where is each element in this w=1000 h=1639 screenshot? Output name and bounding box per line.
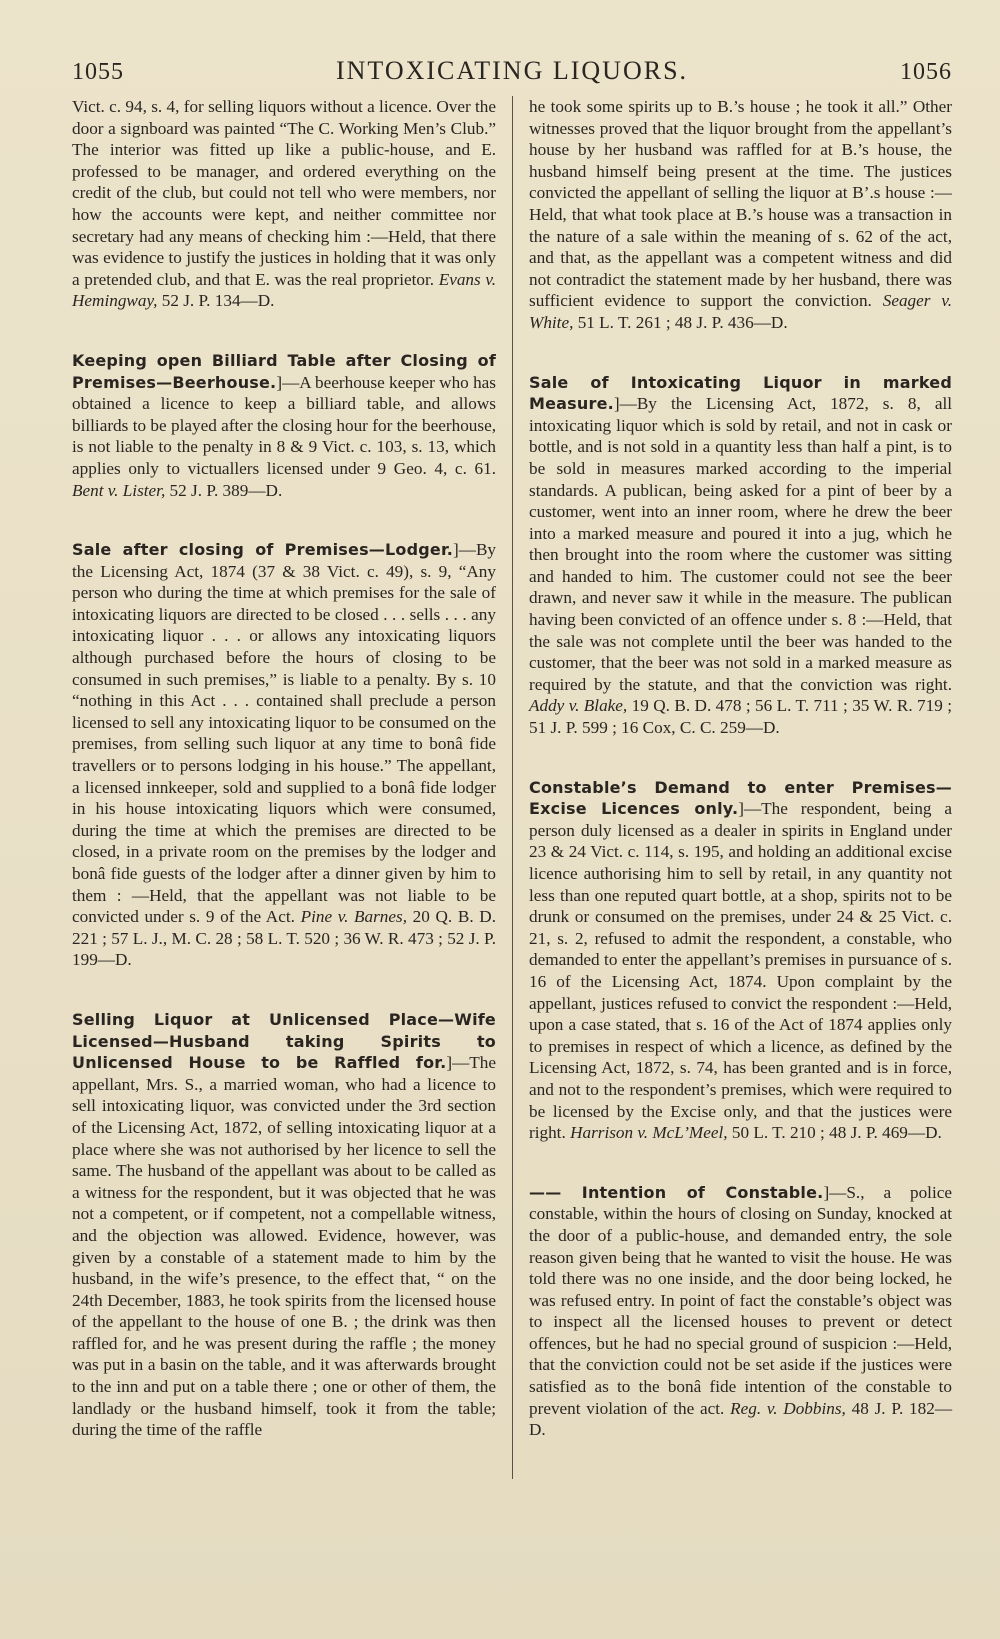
entry-text: ]—The respondent, being a person duly licensed as a dealer in spirits in England under 23 & 24 Vict. c. 114, s. 195, and holding an additional excise licence authorising him to sell by retail, in any quantity not less than one reputed quart bottle, at a shop, spirits not to be drunk or consumed on the premises, under 24 & 25 Vict. c. 21, s. 2, refused to admit the respondent, a constable, who demanded to enter the appellant’s premises in pursuance of s. 16 of the Licensing Act, 1874. Upon complaint by the appellant, justices refused to convict the respondent :—Held, upon a case stated, that s. 16 of the Act of 1874 applies only to premises in respect of which a licence, as defined by the Licensing Act, 1872, s. 74, has been granted and is in force, and not to the respondent’s premises, which were required to be licensed by the Excise only, and that the justices were right. [529, 799, 952, 1143]
case-reference: 52 J. P. 134—D. [161, 291, 275, 311]
entry-heading: Sale after closing of Premises—Lodger. [72, 540, 454, 560]
left-page-number: 1055 [72, 59, 124, 85]
right-page-number: 1056 [900, 59, 952, 85]
case-name: Reg. v. Dobbins, [730, 1398, 846, 1418]
case-reference: 51 L. T. 261 ; 48 J. P. 436—D. [577, 312, 788, 332]
entry-text: ]—A beerhouse keeper who has obtained a licence to keep a billiard table, and allows billiards to be played after the closing hour for the beerhouse, is not liable to the penalty in 8 & 9 Vict. c. 103, s. 13, which applies only to victuallers licensed under 9 Geo. 4, c. 61. [72, 372, 496, 478]
case-name: Evans v. Hemingway, [72, 269, 497, 311]
entry-heading: Keeping open Billiard Table after Closing of Premises—Beerhouse. [72, 350, 496, 392]
entry-paragraph [529, 372, 952, 739]
case-name: Bent v. Lister, [72, 480, 166, 500]
entry-text: ]—S., a police constable, within the hours of closing on Sunday, knocked at the door of a public-house, and demanded entry, the sole reason given being that he wanted to visit the house. He was told there was no one inside, and the door being locked, he was refused entry. In point of fact the constable’s object was to inspect all the licensed houses to prevent or detect offences, but he had no special ground of suspicion :—Held, that the conviction could not be set aside if the justices were satisfied as to the bonâ fide intention of the constable to prevent violation of the act. [529, 1182, 952, 1418]
page-title: INTOXICATING LIQUORS. [335, 56, 689, 85]
entry-heading: Constable’s Demand to enter Premises—Excise Licences only. [529, 777, 952, 819]
entry-paragraph [529, 96, 952, 334]
entry-text: ]—By the Licensing Act, 1874 (37 & 38 Vict. c. 49), s. 9, “Any person who during the time at which premises for the sale of intoxicating liquors are directed to be closed . . . sells . . . any intoxicating liquor . . . or allows any intoxicating liquors although purchased before the hours of closing to be consumed in such premises,” is liable to a penalty. By s. 10 “nothing in this Act . . . contained shall preclude a person licensed to sell any intoxicating liquor to be consumed on the premises, from selling such liquor at any time to bonâ fide travellers or to persons lodging in his house.” The appellant, a licensed innkeeper, sold and supplied to a bonâ fide lodger in his house intoxicating liquors which were consumed, during the time at which the premises are directed to be closed, in a private room on the premises by the lodger and bonâ fide guests of the lodger after a dinner given by him to them : —Held, that the appellant was not liable to be convicted under s. 9 of the Act. [72, 540, 496, 927]
entry-intention-of-constable [529, 1182, 952, 1441]
entry-heading: Selling Liquor at Unlicensed Place—Wife Licensed—Husband taking Spirits to Unlicensed House to be Raffled for. [72, 1009, 496, 1073]
entry-text: he took some spirits up to B.’s house ; he took it all.” Other witnesses proved that the liquor brought from the appellant’s house by her husband was raffled for at B.’s house, the husband himself being present at the time. The justices convicted the appellant of selling the liquor at B’.s house :—Held, that what took place at B.’s house was a transaction in the nature of a sale within the meaning of s. 62 of the act, and that, as the appellant was a competent witness and did not contradict the statement made by her husband, there was sufficient evidence to support the conviction. [529, 97, 952, 311]
entry-paragraph [529, 1182, 952, 1441]
case-name: Harrison v. McL’Meel, [570, 1123, 728, 1143]
entry-billiard-table [72, 350, 496, 501]
case-reference: 50 L. T. 210 ; 48 J. P. 469—D. [731, 1123, 942, 1143]
running-header [72, 56, 952, 86]
entry-paragraph [72, 350, 496, 501]
entry-sale-after-closing [72, 539, 496, 971]
entry-marked-measure [529, 372, 952, 739]
left-continuation-entry [72, 96, 496, 312]
case-reference: 20 Q. B. D. 221 ; 57 L. J., M. C. 28 ; 58 L. T. 520 ; 36 W. R. 473 ; 52 J. P. 199—D. [72, 907, 496, 970]
entry-text: ]—By the Licensing Act, 1872, s. 8, all intoxicating liquor which is sold by retail, and not in cask or bottle, and is not sold in a quantity less than half a pint, is to be sold in measures marked according to the imperial standards. A publican, being asked for a pint of beer by a customer, went into an inner room, where he drew the beer into a marked measure and poured it into a jug, which he then brought into the room where the customer was sitting and handed to him. The customer could not see the beer drawn, and never saw it while in the measure. The publican having been convicted of an offence under s. 8 :—Held, that the sale was not complete until the beer was handed to the customer, that the beer was not sold in a marked measure as required by the statute, and that the conviction was right. [529, 394, 952, 694]
entry-paragraph [529, 777, 952, 1144]
entry-text: ]—The appellant, Mrs. S., a married woman, who had a licence to sell intoxicating liquor, was convicted under the 3rd section of the Licensing Act, 1872, of selling intoxicating liquor at a place where she was not authorised by her licence to sell the same. The husband of the appellant was about to be called as a witness for the respondent, but it was objected that he was not a competent, or if competent, not a compellable witness, and the objection was allowed. Evidence, however, was given by a constable of a statement made to him by the husband, in the wife’s presence, to the effect that, “ on the 24th December, 1883, he took spirits from the licensed house of the appellant to the house of one B. ; the drink was then raffled for, and he was present during the raffle ; the money was put in a basin on the table, and it was afterwards brought to the inn and put on a table there ; one or other of them, the landlady or the husband himself, took it from the table; during the time of the raffle [72, 1053, 496, 1440]
case-name: Pine v. Barnes, [300, 907, 408, 927]
case-name: Seager v. White, [529, 291, 952, 332]
entry-paragraph [72, 96, 496, 312]
entry-constable-demand [529, 777, 952, 1144]
entry-paragraph [72, 539, 496, 971]
entry-paragraph [72, 1009, 496, 1441]
case-name: Addy v. Blake, [529, 696, 628, 716]
case-reference: 19 Q. B. D. 478 ; 56 L. T. 711 ; 35 W. R. 719 ; 51 J. P. 599 ; 16 Cox, C. C. 259—D. [529, 696, 953, 738]
right-column [512, 96, 952, 1479]
left-column [72, 96, 512, 1479]
entry-heading: —— Intention of Constable. [529, 1182, 824, 1202]
text-columns [72, 96, 952, 1479]
case-reference: 48 J. P. 182—D. [529, 1398, 953, 1440]
entry-heading: Sale of Intoxicating Liquor in marked Measure. [529, 372, 952, 414]
entry-text: Vict. c. 94, s. 4, for selling liquors without a licence. Over the door a signboard was painted “The C. Working Men’s Club.” The interior was fitted up like a public-house, and E. professed to be manager, and ordered everything on the credit of the club, but could not tell who were members, nor how the accounts were kept, and neither committee nor secretary had any means of checking him :—Held, that there was evidence to justify the justices in holding that it was only a pretended club, and that E. was the real proprietor. [72, 97, 496, 289]
right-continuation-entry [529, 96, 952, 334]
entry-unlicensed-place [72, 1009, 496, 1441]
case-reference: 52 J. P. 389—D. [169, 480, 283, 500]
